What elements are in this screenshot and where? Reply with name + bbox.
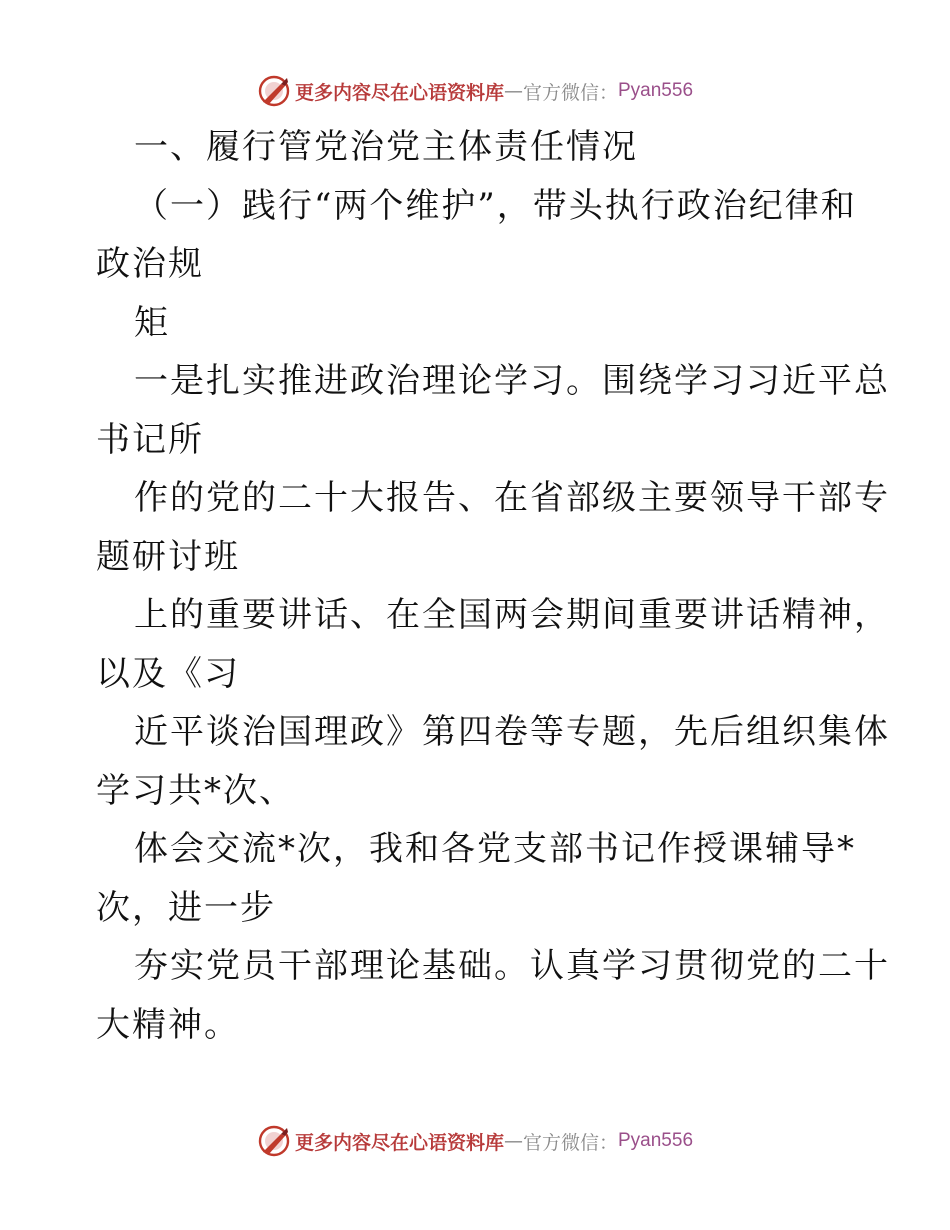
line-16: 大精神。 [96, 1004, 240, 1045]
footer-watermark [0, 1124, 950, 1158]
watermark-wechat-id: Pyan556 [618, 80, 694, 101]
line-15: 夯实党员干部理论基础。认真学习贯彻党的二十 [134, 946, 890, 986]
watermark-official-label: 官方微信： [522, 81, 618, 104]
line-12: 学习共*次、 [96, 770, 295, 811]
document-body [96, 118, 890, 1054]
line-4: 矩 [134, 302, 170, 343]
line-14: 次，进一步 [96, 887, 276, 928]
pen-logo-icon [257, 1124, 291, 1158]
header-watermark [0, 74, 950, 108]
line-8: 题研讨班 [96, 536, 240, 577]
watermark-brand-text: 更多内容尽在心语资料库 [294, 1131, 504, 1154]
watermark-wechat-id: Pyan556 [618, 1130, 694, 1151]
watermark-brand-text: 更多内容尽在心语资料库 [294, 81, 504, 104]
pen-logo-icon [257, 74, 291, 108]
line-11: 近平谈治国理政》第四卷等专题，先后组织集体 [134, 712, 890, 752]
line-9: 上的重要讲话、在全国两会期间重要讲话精神， [134, 595, 890, 635]
line-2: （一）践行“两个维护”，带头执行政治纪律和 [134, 185, 857, 226]
watermark-official-label: 官方微信： [522, 1131, 618, 1154]
line-5: 一是扎实推进政治理论学习。围绕学习习近平总 [134, 361, 890, 401]
line-1: 一、履行管党治党主体责任情况 [134, 127, 638, 167]
line-6: 书记所 [96, 419, 204, 460]
watermark-dash: — [503, 80, 523, 102]
line-7: 作的党的二十大报告、在省部级主要领导干部专 [134, 478, 890, 518]
line-13: 体会交流*次，我和各党支部书记作授课辅导* [134, 829, 856, 869]
watermark-dash: — [503, 1130, 523, 1152]
line-10: 以及《习 [96, 653, 240, 694]
line-3: 政治规 [96, 244, 204, 284]
